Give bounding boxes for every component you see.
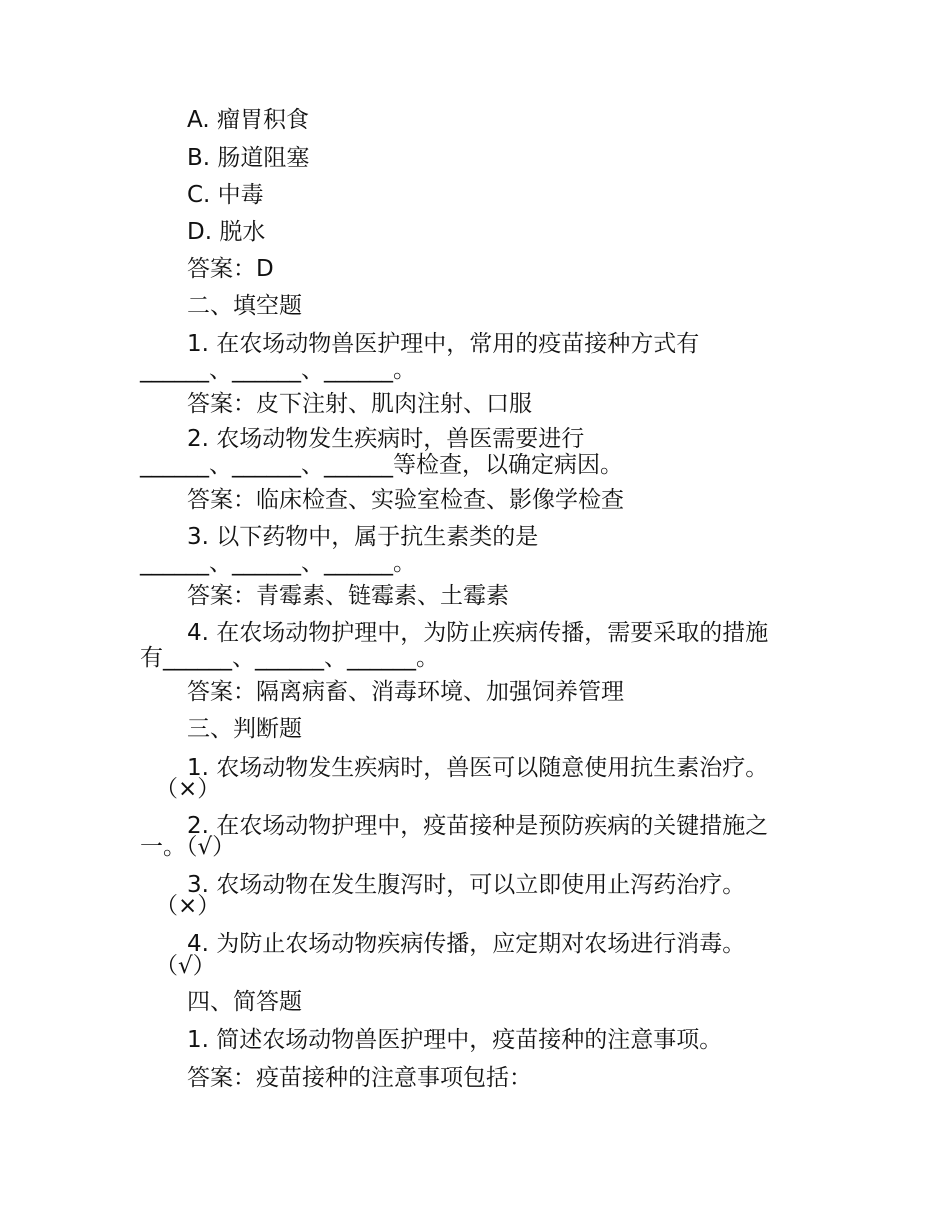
option-a: A. 瘤胃积食 — [187, 107, 309, 133]
fill-answer-3: 答案：青霉素、链霉素、土霉素 — [187, 583, 509, 609]
fill-section-heading: 二、填空题 — [187, 293, 302, 319]
short-question-1: 1. 简述农场动物兽医护理中，疫苗接种的注意事项。 — [187, 1027, 723, 1053]
fill-question-3-blanks: ______、______、______。 — [140, 550, 416, 576]
fill-question-2-blanks: ______、______、______等检查，以确定病因。 — [140, 452, 623, 478]
judge-question-3: 3. 农场动物在发生腹泻时，可以立即使用止泻药治疗。 — [187, 872, 746, 898]
short-section-heading: 四、简答题 — [187, 989, 302, 1015]
judge-question-2: 2. 在农场动物护理中，疫苗接种是预防疾病的关键措施之 — [187, 813, 769, 839]
fill-question-2: 2. 农场动物发生疾病时，兽医需要进行 — [187, 426, 585, 452]
short-answer-1: 答案：疫苗接种的注意事项包括： — [187, 1065, 532, 1091]
judge-mark-4: （√） — [155, 953, 216, 979]
fill-question-3: 3. 以下药物中，属于抗生素类的是 — [187, 524, 539, 550]
option-c: C. 中毒 — [187, 182, 264, 208]
option-b: B. 肠道阻塞 — [187, 145, 310, 171]
fill-question-4-blanks: 有______、______、______。 — [140, 645, 439, 671]
judge-mark-3: （×） — [155, 893, 221, 919]
mc-answer: 答案：D — [187, 256, 274, 282]
judge-mark-2: 一。（√） — [140, 834, 236, 860]
fill-question-4: 4. 在农场动物护理中，为防止疾病传播，需要采取的措施 — [187, 620, 769, 646]
judge-mark-1: （×） — [155, 776, 221, 802]
fill-answer-1: 答案：皮下注射、肌肉注射、口服 — [187, 391, 532, 417]
judge-section-heading: 三、判断题 — [187, 716, 302, 742]
fill-answer-2: 答案：临床检查、实验室检查、影像学检查 — [187, 487, 624, 513]
judge-question-1: 1. 农场动物发生疾病时，兽医可以随意使用抗生素治疗。 — [187, 755, 769, 781]
fill-question-1: 1. 在农场动物兽医护理中，常用的疫苗接种方式有 — [187, 331, 700, 357]
fill-question-1-blanks: ______、______、______。 — [140, 357, 416, 383]
fill-answer-4: 答案：隔离病畜、消毒环境、加强饲养管理 — [187, 679, 624, 705]
option-d: D. 脱水 — [187, 219, 266, 245]
judge-question-4: 4. 为防止农场动物疾病传播，应定期对农场进行消毒。 — [187, 931, 746, 957]
